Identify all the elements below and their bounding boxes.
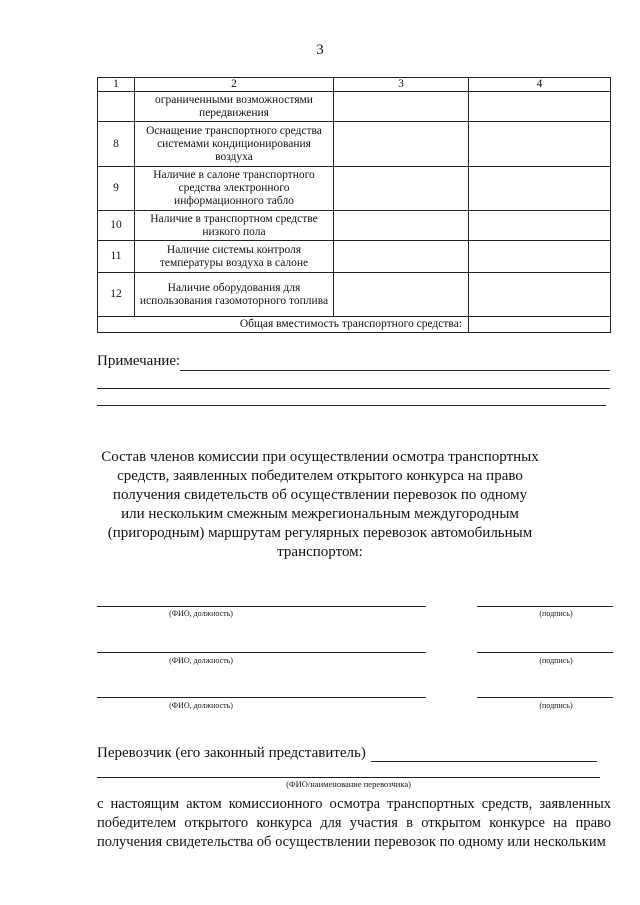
empty-cell xyxy=(469,211,611,241)
commission-heading: Состав членов комиссии при осуществлении осмотра транспортных средств, заявленных победителем открытого конкурса на право получения свидетельств об осуществлении перевозок по одному или нескольким смежным межрегиональным междугородным (пригородным) маршрутам регулярных перевозок автомобильным транспортом: xyxy=(101,449,539,560)
row-description: Наличие оборудования для использования газомоторного топлива xyxy=(135,273,334,317)
note-label: Примечание: xyxy=(97,353,181,369)
table-row xyxy=(98,167,611,211)
fio-caption-2: (ФИО, должность) xyxy=(169,656,233,665)
carrier-name-line xyxy=(371,761,597,762)
empty-cell xyxy=(334,167,469,211)
sign-caption-1: (подпись) xyxy=(539,609,573,618)
closing-paragraph: с настоящим актом комиссионного осмотра транспортных средств, заявленных победителем открытого конкурса для участия в открытом конкурсе на право получения свидетельства об осуществлении перевозок по одному или нескольким xyxy=(97,796,611,850)
sign-caption-2: (подпись) xyxy=(539,656,573,665)
row-description: Оснащение транспортного средства системами кондиционирования воздуха xyxy=(135,122,334,167)
fio-line-2 xyxy=(97,652,426,653)
header-cell: 2 xyxy=(135,78,334,92)
table-row xyxy=(98,92,611,122)
empty-cell xyxy=(469,273,611,317)
carrier-label: Перевозчик (его законный представитель) xyxy=(97,745,366,761)
row-description: Наличие системы контроля температуры воздуха в салоне xyxy=(135,241,334,273)
row-number: 10 xyxy=(98,211,135,241)
row-number: 11 xyxy=(98,241,135,273)
total-value-cell xyxy=(469,317,611,333)
empty-cell xyxy=(334,241,469,273)
row-description: Наличие в салоне транспортного средства электронного информационного табло xyxy=(135,167,334,211)
empty-cell xyxy=(334,211,469,241)
row-number: 12 xyxy=(98,273,135,317)
row-number xyxy=(98,92,135,122)
sign-line-3 xyxy=(477,697,613,698)
empty-cell xyxy=(469,167,611,211)
fio-line-1 xyxy=(97,606,426,607)
empty-cell xyxy=(334,122,469,167)
row-number: 9 xyxy=(98,167,135,211)
table-row xyxy=(98,273,611,317)
table-row xyxy=(98,211,611,241)
header-cell: 4 xyxy=(469,78,611,92)
fio-line-3 xyxy=(97,697,426,698)
carrier-fio-line xyxy=(97,777,600,778)
sign-line-1 xyxy=(477,606,613,607)
empty-cell xyxy=(469,241,611,273)
note-line-2 xyxy=(97,388,610,389)
header-cell: 3 xyxy=(334,78,469,92)
row-description: ограниченными возможностями передвижения xyxy=(135,92,334,122)
empty-cell xyxy=(334,273,469,317)
fio-caption-3: (ФИО, должность) xyxy=(169,701,233,710)
empty-cell xyxy=(469,122,611,167)
row-number: 8 xyxy=(98,122,135,167)
note-line-3 xyxy=(97,405,606,406)
table-row xyxy=(98,122,611,167)
row-description: Наличие в транспортном средстве низкого пола xyxy=(135,211,334,241)
empty-cell xyxy=(469,92,611,122)
sign-caption-3: (подпись) xyxy=(539,701,573,710)
carrier-caption: (ФИО/наименование перевозчика) xyxy=(286,779,411,789)
note-line-1 xyxy=(180,370,610,371)
sign-line-2 xyxy=(477,652,613,653)
table-header-row xyxy=(98,78,611,92)
table-total-row xyxy=(98,317,611,333)
inspection-table xyxy=(97,77,611,333)
page-number: 3 xyxy=(316,42,324,58)
total-label: Общая вместимость транспортного средства: xyxy=(98,317,469,333)
table-row xyxy=(98,241,611,273)
fio-caption-1: (ФИО, должность) xyxy=(169,609,233,618)
header-cell: 1 xyxy=(98,78,135,92)
empty-cell xyxy=(334,92,469,122)
